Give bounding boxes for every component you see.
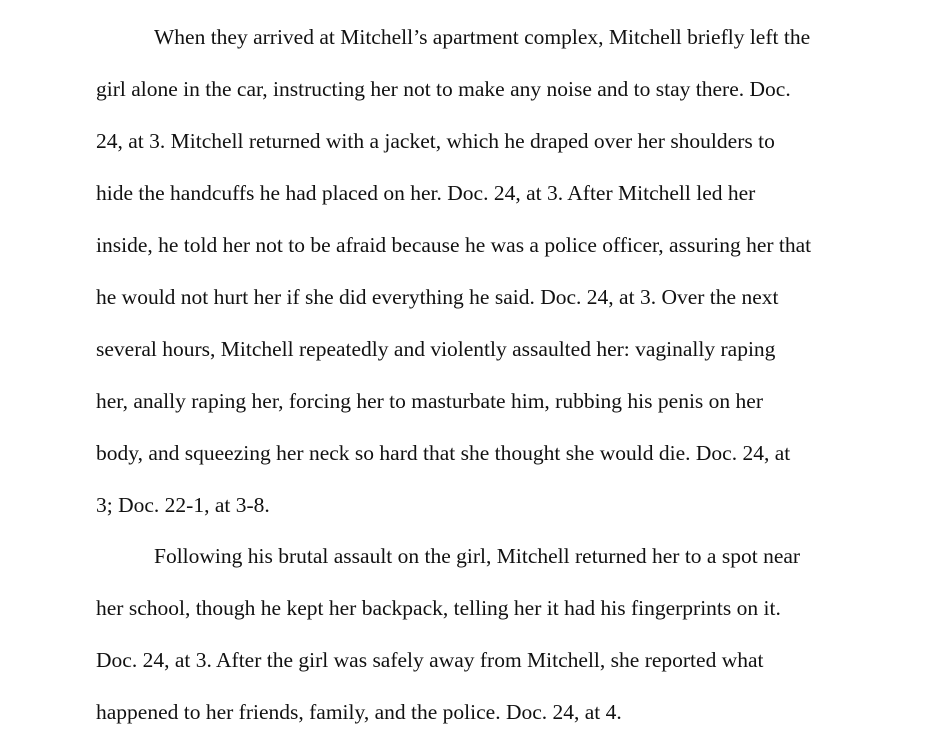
paragraph-line: 3; Doc. 22-1, at 3-8.: [96, 493, 270, 517]
paragraph-line: When they arrived at Mitchell’s apartment complex, Mitchell briefly left the: [154, 25, 811, 49]
paragraph-line: Doc. 24, at 3. After the girl was safely away from Mitchell, she reported what: [96, 648, 764, 672]
paragraph-line: several hours, Mitchell repeatedly and violently assaulted her: vaginally raping: [96, 337, 776, 361]
paragraph-line: inside, he told her not to be afraid because he was a police officer, assuring her that: [96, 233, 812, 257]
paragraph-line: happened to her friends, family, and the police. Doc. 24, at 4.: [96, 700, 622, 724]
paragraph-line: girl alone in the car, instructing her not to make any noise and to stay there. Doc.: [96, 77, 791, 101]
paragraph-line: Following his brutal assault on the girl, Mitchell returned her to a spot near: [154, 544, 801, 568]
paragraph-line: her, anally raping her, forcing her to masturbate him, rubbing his penis on her: [96, 389, 763, 413]
paragraph-line: body, and squeezing her neck so hard that she thought she would die. Doc. 24, at: [96, 441, 791, 465]
paragraph-line: 24, at 3. Mitchell returned with a jacket, which he draped over her shoulders to: [96, 129, 775, 153]
paragraph-line: her school, though he kept her backpack, telling her it had his fingerprints on it.: [96, 596, 781, 620]
paragraph-line: he would not hurt her if she did everything he said. Doc. 24, at 3. Over the next: [96, 285, 779, 309]
paragraph-line: hide the handcuffs he had placed on her. Doc. 24, at 3. After Mitchell led her: [96, 181, 756, 205]
